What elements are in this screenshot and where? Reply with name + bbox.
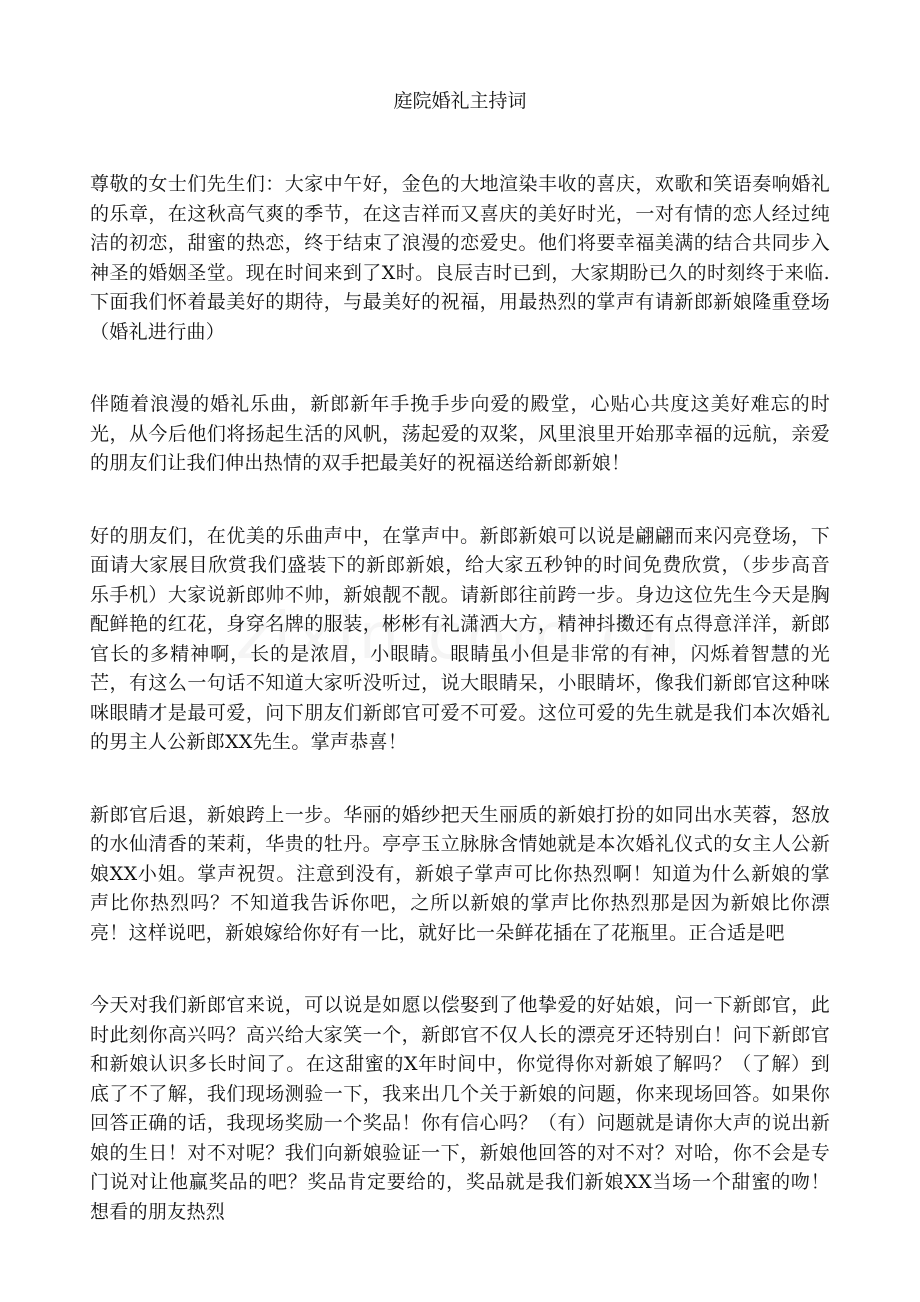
paragraph-groom: 好的朋友们，在优美的乐曲声中，在掌声中。新郎新娘可以说是翩翩而来闪亮登场，下面请大家展目欣赏我们盛装下的新郎新娘，给大家五秒钟的时间免费欣赏，（步步高音乐手机）大家说新郎帅不帅，新娘靓不靓。请新郎往前跨一步。身边这位先生今天是胸配鲜艳的红花，身穿名牌的服装，彬彬有礼潇洒大方，精神抖擞还有点得意洋洋，新郎官长的多精神啊，长的是浓眉，小眼睛。眼睛虽小但是非常的有神，闪烁着智慧的光芒，有这么一句话不知道大家听没听过，说大眼睛呆，小眼睛坏，像我们新郎官这种咪咪眼睛才是最可爱，问下朋友们新郎官可爱不可爱。这位可爱的先生就是我们本次婚礼的男主人公新郎XX先生。掌声恭喜！ — [90, 524, 830, 753]
document-body — [90, 170, 830, 1227]
paragraph-quiz: 今天对我们新郎官来说，可以说是如愿以偿娶到了他挚爱的好姑娘，问一下新郎官，此时此刻你高兴吗？高兴给大家笑一个，新郎官不仅人长的漂亮牙还特别白！问下新郎官和新娘认识多长时间了。在这甜蜜的X年时间中，你觉得你对新娘了解吗？（了解）到底了不了解，我们现场测验一下，我来出几个关于新娘的问题，你来现场回答。如果你回答正确的话，我现场奖励一个奖品！你有信心吗？（有）问题就是请你大声的说出新娘的生日！对不对呢？我们向新娘验证一下，新娘他回答的对不对？对哈，你不会是专门说对让他赢奖品的吧？奖品肯定要给的，奖品就是我们新娘XX当场一个甜蜜的吻！想看的朋友热烈 — [90, 994, 830, 1223]
paragraph-bride: 新郎官后退，新娘跨上一步。华丽的婚纱把天生丽质的新娘打扮的如同出水芙蓉，怒放的水仙清香的茉莉，华贵的牡丹。亭亭玉立脉脉含情她就是本次婚礼仪式的女主人公新娘XX小姐。掌声祝贺。注意到没有，新娘子掌声可比你热烈啊！知道为什么新娘的掌声比你热烈吗？不知道我告诉你吧，之所以新娘的掌声比你热烈那是因为新娘比你漂亮！这样说吧，新娘嫁给你好有一比，就好比一朵鲜花插在了花瓶里。正合适是吧 — [90, 803, 830, 944]
document-title: 庭院婚礼主持词 — [393, 90, 527, 112]
paragraph-entrance: 伴随着浪漫的婚礼乐曲，新郎新年手挽手步向爱的殿堂，心贴心共度这美好难忘的时光，从今后他们将扬起生活的风帆，荡起爱的双桨，风里浪里开始那幸福的远航，亲爱的朋友们让我们伸出热情的双手把最美好的祝福送给新郎新娘！ — [90, 393, 830, 474]
paragraph-opening: 尊敬的女士们先生们：大家中午好，金色的大地渲染丰收的喜庆，欢歌和笑语奏响婚礼的乐章，在这秋高气爽的季节，在这吉祥而又喜庆的美好时光，一对有情的恋人经过纯洁的初恋，甜蜜的热恋，终于结束了浪漫的恋爱史。他们将要幸福美满的结合共同步入神圣的婚姻圣堂。现在时间来到了X时。良辰吉时已到，大家期盼已久的时刻终于来临.下面我们怀着最美好的期待，与最美好的祝福，用最热烈的掌声有请新郎新娘隆重登场（婚礼进行曲） — [90, 173, 830, 343]
